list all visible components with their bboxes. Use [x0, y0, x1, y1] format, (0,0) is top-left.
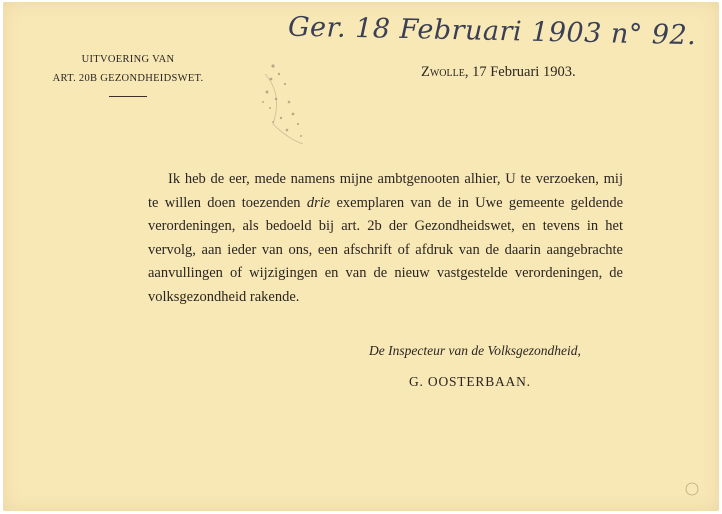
place-and-date [421, 64, 576, 81]
signatory-title: De Inspecteur van de Volksgezondheid, [369, 343, 581, 358]
body-text-start: Ik heb de eer, mede namens mijne ambtgenooten alhier, U te verzoeken, mij te willen doen toezenden [148, 171, 623, 211]
signatory-name: G. OOSTERBAAN. [409, 374, 531, 389]
place-name: Zwolle, [421, 64, 469, 80]
postcard [3, 2, 719, 511]
faint-postmark-stamp [243, 44, 333, 159]
body-text-end: exemplaren van de in Uwe gemeente geldende verordeningen, als bedoeld bij art. 2b der Gezondheidswet, en tevens in het vervolg, aan ieder van ons, een afschrift of afdruk van de daarin aangebrachte aanvullingen of wijzigingen en van de nieuw vastgestelde verordeningen, de volksgezondheid rakende. [148, 194, 623, 305]
body-paragraph [148, 168, 623, 309]
letter-date: 17 Februari 1903. [472, 64, 576, 80]
handwritten-annotation: Ger. 18 Februari 1903 n° 92. [287, 11, 697, 52]
letter-body [148, 168, 623, 309]
header-line-2: ART. 20B GEZONDHEIDSWET. [52, 73, 204, 84]
body-emphasis: drie [306, 194, 331, 211]
header-divider [109, 96, 147, 97]
corner-stamp-mark [683, 480, 701, 498]
header-block [48, 50, 208, 97]
header-line-1: UITVOERING VAN [81, 54, 175, 65]
